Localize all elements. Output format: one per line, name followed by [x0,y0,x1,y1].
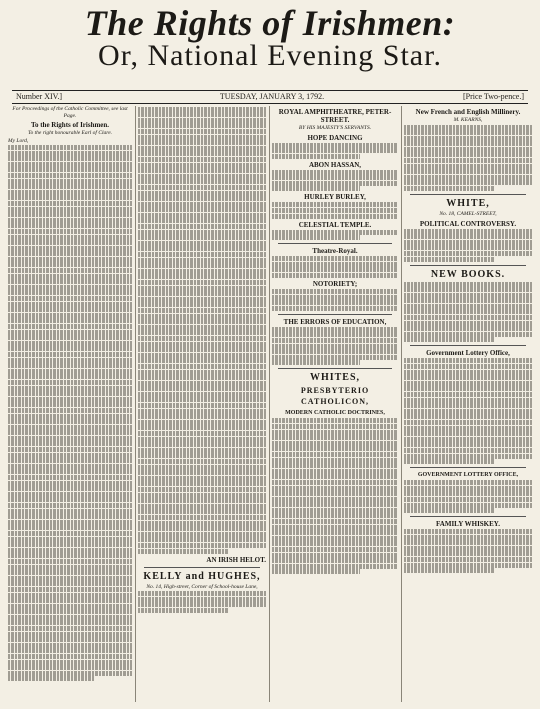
column-3 [272,106,398,702]
notoriety: NOTORIETY; [312,280,358,289]
abon-hassan: ABON HASSAN, [308,160,362,169]
masthead-title-line2: Or, National Evening Star. [98,39,442,72]
amphitheatre-sub: BY HIS MAJESTY'S SERVANTS. [298,125,372,131]
divider [410,265,526,266]
column-rule [401,106,402,702]
divider [410,516,526,517]
millinery-sub: M. KEARNS, [453,117,483,123]
letter-continued [138,107,266,554]
column-1 [8,106,132,702]
dateline [12,90,528,104]
hurley-burley: HURLEY BURLEY, [304,193,366,202]
signature: AN IRISH HELOT. [206,555,266,564]
government-lottery-office: GOVERNMENT LOTTERY OFFICE, [417,472,519,479]
divider [278,368,392,369]
column-4 [404,106,532,702]
letter-salutation: My Lord, [8,137,29,144]
modern-catholic-doctrines: MODERN CATHOLIC DOCTRINES, [285,410,385,417]
masthead [12,3,528,72]
divider [278,243,392,244]
divider [144,567,260,568]
hope-dancing: HOPE DANCING [307,133,363,142]
issue-number: Number XIV.] [16,92,63,101]
new-books: NEW BOOKS. [430,268,506,280]
errors-of-education: THE ERRORS OF EDUCATION, [283,317,387,326]
column-2 [138,106,266,702]
ad-kelly-hughes-body [138,591,266,613]
whites-heading: WHITES, [309,372,361,384]
letter-addressee: To the right honourable Earl of Clare. [27,130,113,136]
divider [410,194,526,195]
masthead-title-line1: The Rights of Irishmen: [84,3,456,43]
ad-kelly-hughes: KELLY and HUGHES, [143,570,261,582]
issue-date: TUESDAY, JANUARY 3, 1792. [219,92,325,101]
issue-price: [Price Two-pence.] [462,92,524,101]
ad-kelly-hughes-address: No. 14, High-street, Corner of School-house Lane, [146,583,258,590]
divider [410,467,526,468]
millinery-heading: New French and English Millinery. [415,108,521,116]
amphitheatre-heading: ROYAL AMPHITHEATRE, PETER-STREET. [278,108,392,124]
column-rule [135,106,136,702]
theatre-royal: Theatre-Royal. [312,247,358,256]
family-whiskey: FAMILY WHISKEY. [436,520,500,529]
letter-heading: To the Rights of Irishmen. [30,121,110,129]
catholic-note: For Proceedings of the Catholic Committee, see last Page. [12,106,128,119]
column-rule [269,106,270,702]
political-controversy: POLITICAL CONTROVERSY. [419,219,517,228]
lottery-office: Government Lottery Office, [426,349,510,358]
celestial-temple: CELESTIAL TEMPLE. [298,220,372,229]
divider [410,345,526,346]
letter-body [8,145,132,681]
presbyterio-catholicon: PRESBYTERIO CATHOLICON, [300,386,370,407]
white-address: No. 18, CAMEL-STREET, [439,211,497,218]
divider [278,314,392,315]
white-heading: WHITE, [446,198,490,210]
